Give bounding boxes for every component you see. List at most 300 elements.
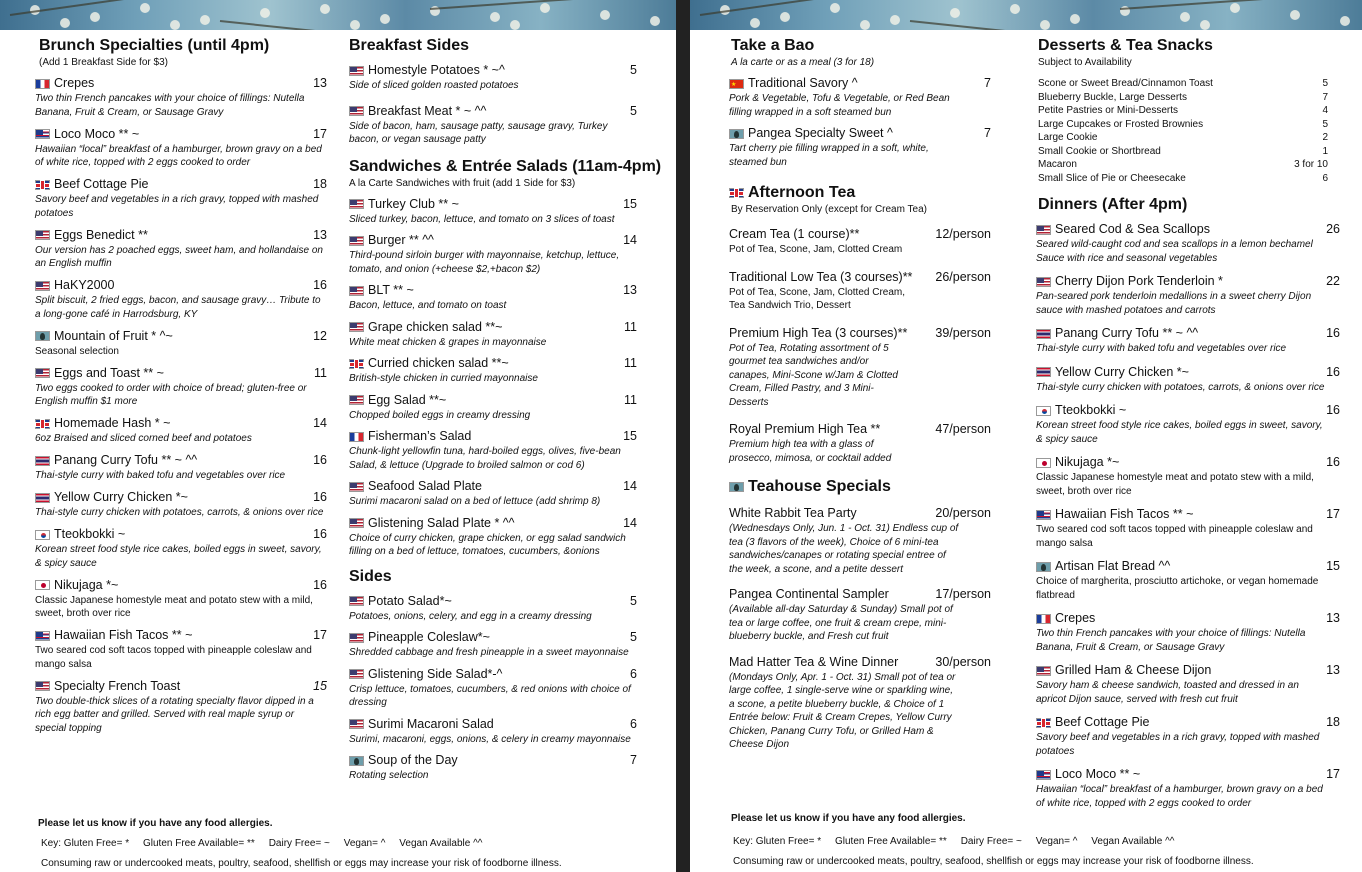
item-description: Pot of Tea, Rotating assortment of 5 gourmet tea sandwiches and/or canapes, Mini-Scone w/Jam & Clotted Cream, Filled Pastry, and 3 Mini-Desserts (729, 342, 898, 408)
right-banner-painting (690, 0, 1362, 30)
blossom-shape (650, 16, 660, 26)
item-description: British-style chicken in curried mayonnaise (349, 373, 538, 384)
item-price: 13 (313, 227, 327, 242)
item-description: Korean street food style rice cakes, boiled eggs in sweet, savory, & spicy sauce (1036, 420, 1323, 445)
blossom-shape (1340, 16, 1350, 26)
thailand-flag-icon (1036, 329, 1051, 339)
menu-item (1036, 766, 1340, 810)
item-price: 13 (1326, 663, 1340, 677)
hawaii-flag-icon (35, 631, 50, 641)
menu-item (1036, 273, 1340, 317)
blossom-shape (380, 14, 390, 24)
menu-item (1036, 610, 1340, 654)
menu-item (1036, 325, 1340, 356)
item-name: Homestyle Potatoes * ~^ (368, 63, 505, 77)
item-price: 6 (630, 666, 637, 681)
item-name: Grape chicken salad **~ (368, 319, 503, 334)
blossom-shape (1180, 12, 1190, 22)
item-description: Classic Japanese homestyle meat and potato stew with a mild, sweet, broth over rice (35, 594, 313, 619)
menu-item (35, 227, 327, 271)
item-description: Surimi, macaroni, eggs, onions, & celery in creamy mayonnaise (349, 733, 631, 745)
item-price: 5 (630, 630, 637, 644)
breakfast-sides-column (349, 30, 662, 789)
item-name: HaKY2000 (54, 278, 115, 292)
item-price: 16 (1326, 403, 1340, 417)
item-description: Two eggs cooked to order with choice of bread; gluten-free or English muffin $1 more (35, 382, 307, 407)
item-price: 11 (624, 392, 637, 407)
item-name: BLT ** ~ (368, 283, 414, 297)
us-flag-icon (349, 66, 364, 76)
korea-flag-icon (1036, 406, 1051, 416)
tea-column (729, 30, 991, 762)
item-price: 16 (313, 278, 327, 292)
item-name: Hawaiian Fish Tacos ** ~ (1055, 507, 1194, 521)
item-name: Glistening Side Salad*-^ (368, 666, 503, 681)
korea-flag-icon (35, 530, 50, 540)
blossom-shape (780, 12, 790, 22)
item-price: 15 (623, 196, 637, 211)
item-name: Surimi Macaroni Salad (368, 716, 494, 731)
item-name: Panang Curry Tofu ** ~ ^^ (54, 453, 198, 467)
item-name: Hawaiian Fish Tacos ** ~ (54, 628, 193, 642)
item-name: Burger ** ^^ (368, 233, 434, 247)
item-description: Pot of Tea, Scone, Jam, Clotted Cream, Tea Sandwich Trio, Dessert (729, 286, 906, 311)
desserts-heading: Desserts & Tea Snacks (1038, 37, 1213, 54)
thailand-flag-icon (35, 493, 50, 503)
us-flag-icon (349, 596, 364, 606)
menu-item (729, 269, 991, 313)
us-flag-icon (35, 230, 50, 240)
item-price: 15 (623, 429, 637, 443)
item-price: 14 (313, 416, 327, 430)
item-name: Panang Curry Tofu ** ~ ^^ (1055, 326, 1199, 340)
item-description: (Wednesdays Only, Jun. 1 - Oct. 31) Endless cup of tea (3 flavors of the week), Choice of 6 mini-tea sandwiches/canapes or rotating special entree of the week, a scone, and a petite dessert (729, 523, 959, 575)
item-price: 15 (1326, 559, 1340, 573)
afternoon-tea-note: By Reservation Only (except for Cream Tea) (731, 204, 928, 215)
item-price: 7 (984, 76, 991, 90)
menu-item (349, 666, 637, 710)
item-description: Thai-style curry chicken with potatoes, carrots, & onions over rice (1036, 381, 1325, 393)
item-price: 17/person (935, 587, 991, 601)
item-price: 17 (1326, 767, 1340, 781)
menu-item (349, 103, 637, 147)
breakfast-sides-heading: Breakfast Sides (349, 37, 470, 54)
item-name: Seafood Salad Plate (368, 479, 482, 493)
teahouse-title: Teahouse Specials (748, 478, 891, 495)
item-description: Seasonal selection (35, 345, 119, 357)
item-description: Thai-style curry with baked tofu and vegetables over rice (35, 470, 286, 481)
left-foodborne-warning: Consuming raw or undercooked meats, poultry, seafood, shellfish or eggs may increase your risk of foodborne illness. (41, 858, 562, 869)
item-description: Two thin French pancakes with your choice of fillings: Nutella Banana, Fruit & Cream, or Sausage Gravy (35, 93, 305, 118)
us-flag-icon (1036, 225, 1051, 235)
item-name: Seared Cod & Sea Scallops (1055, 222, 1210, 236)
item-price: 11 (624, 319, 637, 334)
item-description: Rotating selection (349, 770, 429, 781)
item-price: 13 (1326, 611, 1340, 625)
menu-item (35, 126, 327, 170)
right-allergy-note: Please let us know if you have any food allergies. (731, 813, 966, 824)
item-name: White Rabbit Tea Party (729, 506, 857, 520)
dessert-name: Small Slice of Pie or Cheesecake (1038, 172, 1186, 184)
item-name: Premium High Tea (3 courses)** (729, 325, 908, 340)
item-price: 5 (630, 103, 637, 118)
item-description: Pan-seared pork tenderloin medallions in a sweet cherry Dijon sauce with mashed potatoes and carrots (1036, 291, 1312, 316)
menu-item (35, 328, 327, 359)
us-flag-icon (349, 199, 364, 209)
dessert-name: Scone or Sweet Bread/Cinnamon Toast (1038, 78, 1213, 89)
item-price: 16 (313, 453, 327, 467)
bao-note: A la carte or as a meal (3 for 18) (731, 57, 875, 68)
menu-item (349, 593, 637, 624)
afternoon-tea-heading (729, 183, 991, 203)
item-description: Choice of margherita, prosciutto artichoke, or vegan homemade flatbread (1036, 576, 1319, 601)
menu-item (349, 629, 637, 660)
blossom-shape (510, 20, 520, 30)
blossom-shape (750, 18, 760, 28)
uk-flag-icon (35, 180, 50, 190)
blossom-shape (1290, 10, 1300, 20)
dessert-price: 1 (1322, 145, 1328, 157)
item-name: Curried chicken salad **~ (368, 356, 509, 370)
dessert-row (1038, 77, 1328, 91)
dinners-items (1036, 221, 1340, 810)
item-name: Pangea Continental Sampler (729, 587, 889, 601)
blossom-shape (170, 20, 180, 30)
item-price: 12 (313, 328, 327, 343)
us-flag-icon (349, 236, 364, 246)
item-name: Nikujaga *~ (54, 577, 119, 592)
item-name: Grilled Ham & Cheese Dijon (1055, 663, 1212, 677)
menu-item (729, 75, 991, 119)
brunch-note: (Add 1 Breakfast Side for $3) (39, 57, 168, 68)
item-description: Potatoes, onions, celery, and egg in a creamy dressing (349, 610, 592, 622)
item-description: Side of bacon, ham, sausage patty, sausage gravy, Turkey bacon, or vegan sausage patty (349, 120, 608, 145)
us-flag-icon (349, 286, 364, 296)
us-flag-icon (349, 669, 364, 679)
us-flag-icon (1036, 277, 1051, 287)
right-key-legend: Key: Gluten Free= * Gluten Free Available= ** Dairy Free= ~ Vegan= ^ Vegan Available ^^ (733, 836, 1175, 847)
item-description: Classic Japanese homestyle meat and potato stew with a mild, sweet, broth over rice (1036, 472, 1314, 497)
item-price: 16 (313, 490, 327, 504)
item-description: Surimi macaroni salad on a bed of lettuce (add shrimp 8) (349, 496, 601, 507)
teahouse-items (729, 505, 991, 752)
menu-item (729, 421, 991, 465)
menu-item (729, 226, 991, 257)
blossom-shape (950, 8, 960, 18)
item-description: Our version has 2 poached eggs, sweet ham, and hollandaise on an English muffin (35, 244, 323, 269)
dessert-price: 6 (1322, 172, 1328, 184)
pangea-flag-icon (349, 756, 364, 766)
menu-item (35, 277, 327, 321)
menu-item (1036, 402, 1340, 446)
blossom-shape (320, 4, 330, 14)
item-price: 22 (1326, 274, 1340, 288)
menu-item (349, 428, 637, 472)
blossom-shape (540, 3, 550, 13)
dessert-price: 3 for 10 (1294, 159, 1328, 170)
menu-item (1036, 506, 1340, 550)
item-name: Artisan Flat Bread ^^ (1055, 559, 1171, 573)
item-name: Pangea Specialty Sweet ^ (748, 126, 893, 140)
item-name: Egg Salad **~ (368, 392, 447, 407)
blossom-shape (140, 3, 150, 13)
us-flag-icon (349, 322, 364, 332)
item-description: Savory beef and vegetables in a rich gravy, topped with mashed potatoes (1036, 732, 1320, 757)
dessert-row (1038, 172, 1328, 186)
menu-item (349, 515, 637, 559)
item-price: 39/person (935, 325, 991, 340)
left-allergy-note: Please let us know if you have any food allergies. (38, 818, 273, 829)
menu-item (1036, 558, 1340, 602)
item-description: Side of sliced golden roasted potatoes (349, 80, 519, 91)
us-flag-icon (35, 368, 50, 378)
item-description: Pot of Tea, Scone, Jam, Clotted Cream (729, 244, 903, 255)
menu-item (729, 325, 991, 410)
menu-item (35, 452, 327, 483)
menu-item (349, 752, 637, 783)
menu-item (35, 627, 327, 671)
menu-item (35, 365, 327, 409)
menu-item (349, 355, 637, 386)
item-name: Loco Moco ** ~ (54, 126, 140, 141)
item-description: Hawaiian “local” breakfast of a hamburger, brown gravy on a bed of white rice, topped with 2 eggs cooked to order (35, 143, 322, 168)
menu-item (349, 716, 637, 747)
menu-item (349, 392, 637, 423)
item-price: 16 (1326, 364, 1340, 379)
item-price: 11 (624, 356, 637, 370)
item-description: Two seared cod soft tacos topped with pineapple coleslaw and mango salsa (35, 645, 312, 670)
pangea-flag-icon (1036, 562, 1051, 572)
item-description: Bacon, lettuce, and tomato on toast (349, 300, 507, 311)
france-flag-icon (35, 79, 50, 89)
blossom-shape (860, 20, 870, 30)
item-description: Thai-style curry with baked tofu and vegetables over rice (1036, 343, 1287, 354)
menu-item (729, 505, 991, 576)
menu-item (349, 62, 637, 93)
menu-item (1036, 714, 1340, 758)
us-flag-icon (349, 106, 364, 116)
sandwiches-heading: Sandwiches & Entrée Salads (11am-4pm) (349, 157, 662, 175)
dessert-name: Macaron (1038, 159, 1077, 170)
menu-item (1036, 221, 1340, 265)
item-description: Split biscuit, 2 fried eggs, bacon, and sausage gravy… Tribute to a long-gone café in Harrodsburg, KY (35, 295, 321, 320)
blossom-shape (1200, 20, 1210, 30)
item-description: Third-pound sirloin burger with mayonnaise, ketchup, lettuce, tomato, and onion (+cheese $2,+bacon $2) (349, 250, 620, 275)
afternoon-tea-items (729, 226, 991, 465)
desserts-dinners-column (1036, 30, 1340, 818)
item-price: 15 (313, 678, 327, 693)
item-description: Two seared cod soft tacos topped with pineapple coleslaw and mango salsa (1036, 524, 1313, 549)
dessert-price: 5 (1322, 118, 1328, 130)
item-price: 16 (313, 527, 327, 541)
menu-item (35, 577, 327, 621)
sandwiches-items (349, 196, 637, 559)
menu-item (35, 75, 327, 119)
us-flag-icon (349, 482, 364, 492)
item-description: (Mondays Only, Apr. 1 - Oct. 31) Small pot of tea or large coffee, 1 single-serve wine or sparkling wine, a scone, a petite blueberry buckle, & Choice of 1 Entrée below: Fruit & Cream Crepes, Yellow Curry Chicken, Panang Curry Tofu, or Grilled Ham & Cheese Dijon (729, 671, 956, 750)
dinners-heading: Dinners (After 4pm) (1038, 196, 1188, 213)
item-name: Homemade Hash * ~ (54, 416, 171, 430)
item-description: Two thin French pancakes with your choice of fillings: Nutella Banana, Fruit & Cream, or Sausage Gravy (1036, 628, 1306, 653)
sandwiches-note: A la Carte Sandwiches with fruit (add 1 Side for $3) (349, 177, 576, 189)
us-flag-icon (349, 395, 364, 405)
menu-item (729, 586, 991, 644)
page-divider (676, 0, 690, 872)
menu-item (349, 478, 637, 509)
hawaii-flag-icon (1036, 770, 1051, 780)
item-name: Cream Tea (1 course)** (729, 227, 860, 241)
item-price: 14 (623, 479, 637, 493)
hawaii-flag-icon (1036, 510, 1051, 520)
item-price: 26/person (935, 269, 991, 284)
dessert-price: 4 (1322, 105, 1328, 116)
item-description: Thai-style curry chicken with potatoes, carrots, & onions over rice (35, 507, 324, 518)
blossom-shape (200, 15, 210, 25)
item-name: Soup of the Day (368, 753, 458, 767)
menu-item (729, 125, 991, 169)
item-description: Savory ham & cheese sandwich, toasted and dressed in an apricot Dijon sauce, served with fresh cut fruit (1036, 680, 1299, 705)
item-name: Tteokbokki ~ (1055, 403, 1127, 417)
item-price: 12/person (935, 227, 991, 241)
item-price: 16 (1326, 455, 1340, 469)
blossom-shape (890, 15, 900, 25)
dessert-name: Small Cookie or Shortbread (1038, 145, 1161, 157)
dessert-name: Petite Pastries or Mini-Desserts (1038, 105, 1179, 116)
japan-flag-icon (35, 580, 50, 590)
item-price: 7 (630, 753, 637, 767)
item-price: 5 (630, 63, 637, 77)
item-name: Yellow Curry Chicken *~ (1055, 364, 1189, 379)
brunch-column (35, 30, 327, 742)
blossom-shape (60, 18, 70, 28)
us-flag-icon (349, 518, 364, 528)
item-price: 30/person (935, 654, 991, 669)
item-description: Chunk-light yellowfin tuna, hard-boiled eggs, olives, five-bean Salad, & lettuce (Upgrade to broiled salmon or cod 6) (349, 446, 621, 471)
item-price: 17 (313, 126, 327, 141)
uk-flag-icon (729, 188, 744, 198)
blossom-shape (1230, 3, 1240, 13)
item-description: Choice of curry chicken, grape chicken, or egg salad sandwich filling on a bed of lettuce, tomatoes, cucumbers, &onions (349, 532, 626, 557)
item-description: 6oz Braised and sliced corned beef and potatoes (35, 433, 252, 444)
item-description: Korean street food style rice cakes, boiled eggs in sweet, savory, & spicy sauce (35, 544, 322, 569)
item-name: Mountain of Fruit * ^~ (54, 328, 173, 343)
thailand-flag-icon (35, 456, 50, 466)
us-flag-icon (35, 281, 50, 291)
uk-flag-icon (349, 359, 364, 369)
sides-items (349, 593, 637, 783)
item-price: 18 (313, 177, 327, 191)
item-description: Hawaiian “local” breakfast of a hamburger, brown gravy on a bed of white rice, topped with 2 eggs cooked to order (1036, 784, 1323, 809)
dessert-price: 7 (1322, 91, 1328, 103)
item-price: 14 (623, 233, 637, 247)
item-price: 20/person (935, 506, 991, 520)
dessert-price: 2 (1322, 132, 1328, 143)
dessert-row (1038, 158, 1328, 172)
blossom-shape (350, 20, 360, 30)
brunch-items (35, 75, 327, 735)
china-flag-icon (729, 79, 744, 89)
blossom-shape (90, 12, 100, 22)
item-description: Tart cherry pie filling wrapped in a soft, white, steamed bun (729, 143, 929, 168)
menu-item (1036, 364, 1340, 395)
item-price: 7 (984, 126, 991, 140)
item-price: 18 (1326, 715, 1340, 729)
brunch-heading: Brunch Specialties (until 4pm) (39, 37, 270, 54)
item-description: Pork & Vegetable, Tofu & Vegetable, or Red Bean filling wrapped in a soft steamed bun (729, 93, 950, 118)
item-name: Eggs and Toast ** ~ (54, 365, 164, 380)
blossom-shape (1040, 20, 1050, 30)
item-price: 16 (1326, 326, 1340, 340)
item-name: Traditional Savory ^ (748, 76, 858, 90)
item-name: Turkey Club ** ~ (368, 196, 459, 211)
dessert-row (1038, 91, 1328, 105)
uk-flag-icon (1036, 718, 1051, 728)
item-price: 11 (314, 365, 327, 380)
dessert-name: Large Cookie (1038, 132, 1098, 143)
item-name: Eggs Benedict ** (54, 227, 148, 242)
dessert-name: Blueberry Buckle, Large Desserts (1038, 91, 1187, 103)
item-name: Pineapple Coleslaw*~ (368, 630, 490, 644)
breakfast-sides-items (349, 62, 637, 147)
blossom-shape (830, 3, 840, 13)
item-description: Savory beef and vegetables in a rich gravy, topped with mashed potatoes (35, 194, 319, 219)
item-price: 13 (313, 76, 327, 90)
dessert-row (1038, 104, 1328, 118)
item-name: Yellow Curry Chicken *~ (54, 490, 188, 504)
item-price: 5 (630, 593, 637, 608)
bao-items (729, 75, 991, 169)
japan-flag-icon (1036, 458, 1051, 468)
item-name: Breakfast Meat * ~ ^^ (368, 103, 487, 118)
dessert-row (1038, 145, 1328, 159)
thailand-flag-icon (1036, 367, 1051, 377)
item-description: White meat chicken & grapes in mayonnaise (349, 336, 547, 348)
item-name: Mad Hatter Tea & Wine Dinner (729, 654, 899, 669)
left-key-legend: Key: Gluten Free= * Gluten Free Available= ** Dairy Free= ~ Vegan= ^ Vegan Available ^^ (41, 838, 483, 849)
menu-item (35, 489, 327, 520)
item-name: Loco Moco ** ~ (1055, 767, 1141, 781)
item-price: 14 (623, 515, 637, 530)
dessert-name: Large Cupcakes or Frosted Brownies (1038, 118, 1204, 130)
dessert-row (1038, 131, 1328, 145)
blossom-shape (1010, 4, 1020, 14)
hawaii-flag-icon (35, 129, 50, 139)
item-name: Fisherman’s Salad (368, 429, 472, 443)
menu-item (349, 232, 637, 276)
menu-item (35, 176, 327, 220)
pangea-flag-icon (35, 331, 50, 341)
menu-item (1036, 454, 1340, 498)
pangea-flag-icon (729, 482, 744, 492)
menu-item (349, 282, 637, 313)
blossom-shape (600, 10, 610, 20)
us-flag-icon (349, 719, 364, 729)
item-name: Beef Cottage Pie (54, 177, 149, 191)
menu-item (729, 654, 991, 752)
item-name: Crepes (1055, 611, 1096, 625)
menu-item (35, 526, 327, 570)
left-banner-painting (0, 0, 676, 30)
menu-item (349, 319, 637, 350)
item-price: 6 (630, 716, 637, 731)
item-description: Crisp lettuce, tomatoes, cucumbers, & red onions with choice of dressing (349, 683, 631, 708)
bao-heading: Take a Bao (731, 37, 815, 54)
menu-item (35, 415, 327, 446)
us-flag-icon (349, 633, 364, 643)
afternoon-tea-title: Afternoon Tea (748, 184, 856, 201)
item-price: 47/person (935, 422, 991, 436)
item-name: Potato Salad*~ (368, 593, 452, 608)
